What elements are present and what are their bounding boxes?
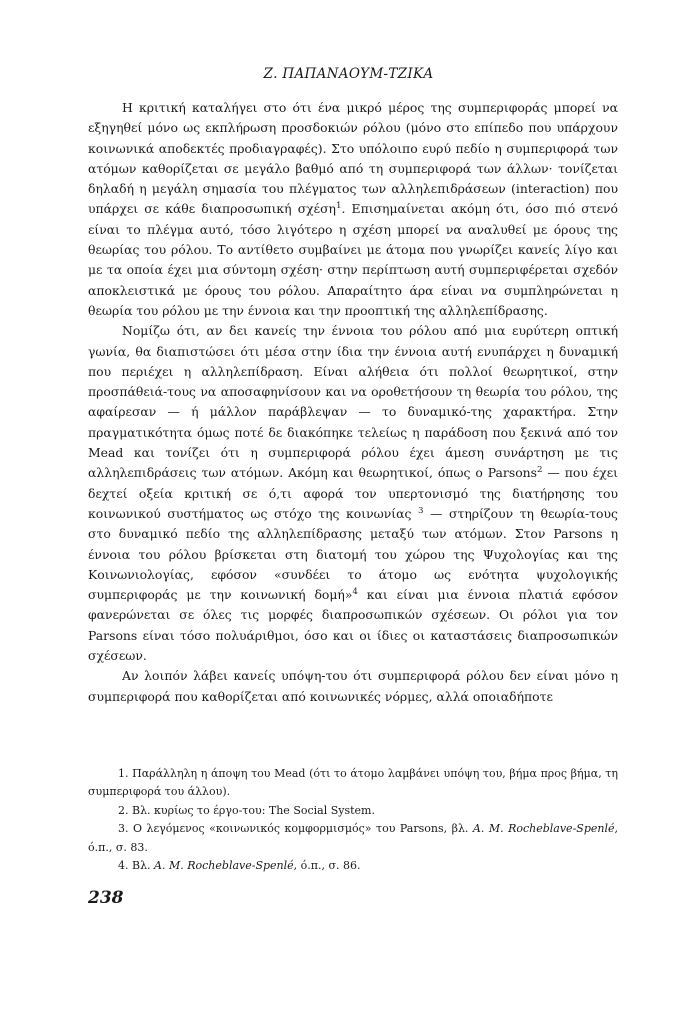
footnote-marker: 1 — [335, 201, 342, 212]
cited-author: A. M. Rocheblave-Spenlé — [154, 859, 294, 873]
text-segment: και είναι μια έννοια πλατιά εφόσον φανερώνεται σε όλες τις μορφές διαπροσωπικών σχέσεων. Οι ρόλοι για τον Parsons είναι τόσο πολυάριθμοι, όσο και οι ίδιες οι καταστάσεις διαπροσωπικών σχέσεων. — [88, 587, 618, 664]
body-paragraph — [88, 666, 618, 707]
running-head: Ζ. ΠΑΠΑΝΑΟΥΜ-ΤΖΙΚΑ — [263, 66, 434, 82]
footnote-marker: 4 — [352, 587, 358, 597]
footnote — [88, 802, 618, 820]
cited-author: A. M. Rocheblave-Spenlé — [472, 822, 615, 836]
footnote-marker: 2 — [537, 465, 543, 476]
text-segment: 4. Βλ. — [118, 859, 155, 873]
text-segment: — που έχει δεχτεί οξεία κριτική σε ό,τι αφορά τον υπερτονισμό της διατήρησης του κοινωνικού συστήματος ως στόχο της κοινωνίας — [88, 465, 618, 521]
body-paragraph — [88, 321, 618, 666]
text-segment: , ό.π., σ. 83. — [88, 822, 618, 854]
text-segment: 1. Παράλληλη η άποψη του Mead (ότι το άτομο λαμβάνει υπόψη του, βήμα προς βήμα, τη συμπεριφορά του άλλου). — [88, 767, 618, 799]
text-segment: 3. Ο λεγόμενος «κοινωνικός κομφορμισμός» του Parsons, βλ. — [118, 822, 473, 836]
text-segment: Η κριτική καταλήγει στο ότι ένα μικρό μέρος της συμπεριφοράς μπορεί να εξηγηθεί μόνο ως εκπλήρωση προσδοκιών ρόλου (μόνο στο επίπεδο που υπάρχουν κοινωνικά αποδεκτές προδιαγραφές). Στο υπόλοιπο ευρύ πεδίο η συμπεριφορά των ατόμων καθορίζεται σε μεγάλο βαθμό από τη συμπεριφορά των άλλων· τονίζεται δηλαδή η μεγάλη σημασία του πλέγματος των αλληλεπιδράσεων (interaction) που υπάρχει σε κάθε διαπροσωπική σχέση — [88, 100, 618, 217]
text-segment: , ό.π., σ. 86. — [293, 859, 361, 873]
footnote-marker: 3 — [417, 505, 424, 516]
text-segment: Αν λοιπόν λάβει κανείς υπόψη-του ότι συμπεριφορά ρόλου δεν είναι μόνο η συμπεριφορά που καθορίζεται από κοινωνικές νόρμες, αλλά οποιαδήποτε — [88, 668, 618, 704]
body-text — [88, 98, 618, 707]
footnote — [88, 857, 618, 875]
footnote — [88, 820, 618, 857]
text-segment: Νομίζω ότι, αν δει κανείς την έννοια του ρόλου από μια ευρύτερη οπτική γωνία, θα διαπιστώσει ότι μέσα στην ίδια την έννοια αυτή ενυπάρχει η δυναμική που περιέχει η αλληλεπίδραση. Είναι αλήθεια ότι πολλοί θεωρητικοί, στην προσπάθειά-τους να αποσαφηνίσουν και να οροθετήσουν τη θεωρία του ρόλου, της αφαίρεσαν — ή μάλλον παράβλεψαν — το δυναμικό-της χαρακτήρα. Στην πραγματικότητα όμως ποτέ δε διακόπηκε τελείως η παράδοση που ξεκινά από τον Mead και τονίζει ότι η συμπεριφορά ρόλου έχει άμεση συνάρτηση με τις αλληλεπιδράσεις των ατόμων. Ακόμη και θεωρητικοί, όπως ο Parsons — [88, 323, 618, 481]
footnotes — [88, 765, 618, 875]
page-number: 238 — [88, 888, 124, 908]
text-segment: . Επισημαίνεται ακόμη ότι, όσο πιό στενό είναι το πλέγμα αυτό, τόσο λιγότερο η σχέση μπορεί να αναλυθεί με όρους της θεωρίας του ρόλου. Το αντίθετο συμβαίνει με άτομα που γνωρίζει κανείς λίγο και με τα οποία έχει μια σύντομη σχέση· στην περίπτωση αυτή συμπεριφέρεται σχεδόν αποκλειστικά με όρους του ρόλου. Απαραίτητο άρα είναι να συμπληρώνεται η θεωρία του ρόλου με την έννοια και την προοπτική της αλληλεπίδρασης. — [88, 201, 618, 318]
text-segment: 2. Βλ. κυρίως το έργο-του: The Social System. — [118, 803, 375, 817]
text-segment: — στηρίζουν τη θεωρία-τους στο δυναμικό πεδίο της αλληλεπίδρασης μεταξύ των ατόμων. Στον Parsons η έννοια του ρόλου βρίσκεται στη διατομή του χώρου της Ψυχολογίας και της Κοινωνιολογίας, εφόσον «συνδέει το άτομο ως ενότητα ψυχολογικής συμπεριφοράς με την κοινωνική δομή» — [88, 505, 618, 603]
body-paragraph — [88, 98, 618, 321]
footnote — [88, 765, 618, 802]
